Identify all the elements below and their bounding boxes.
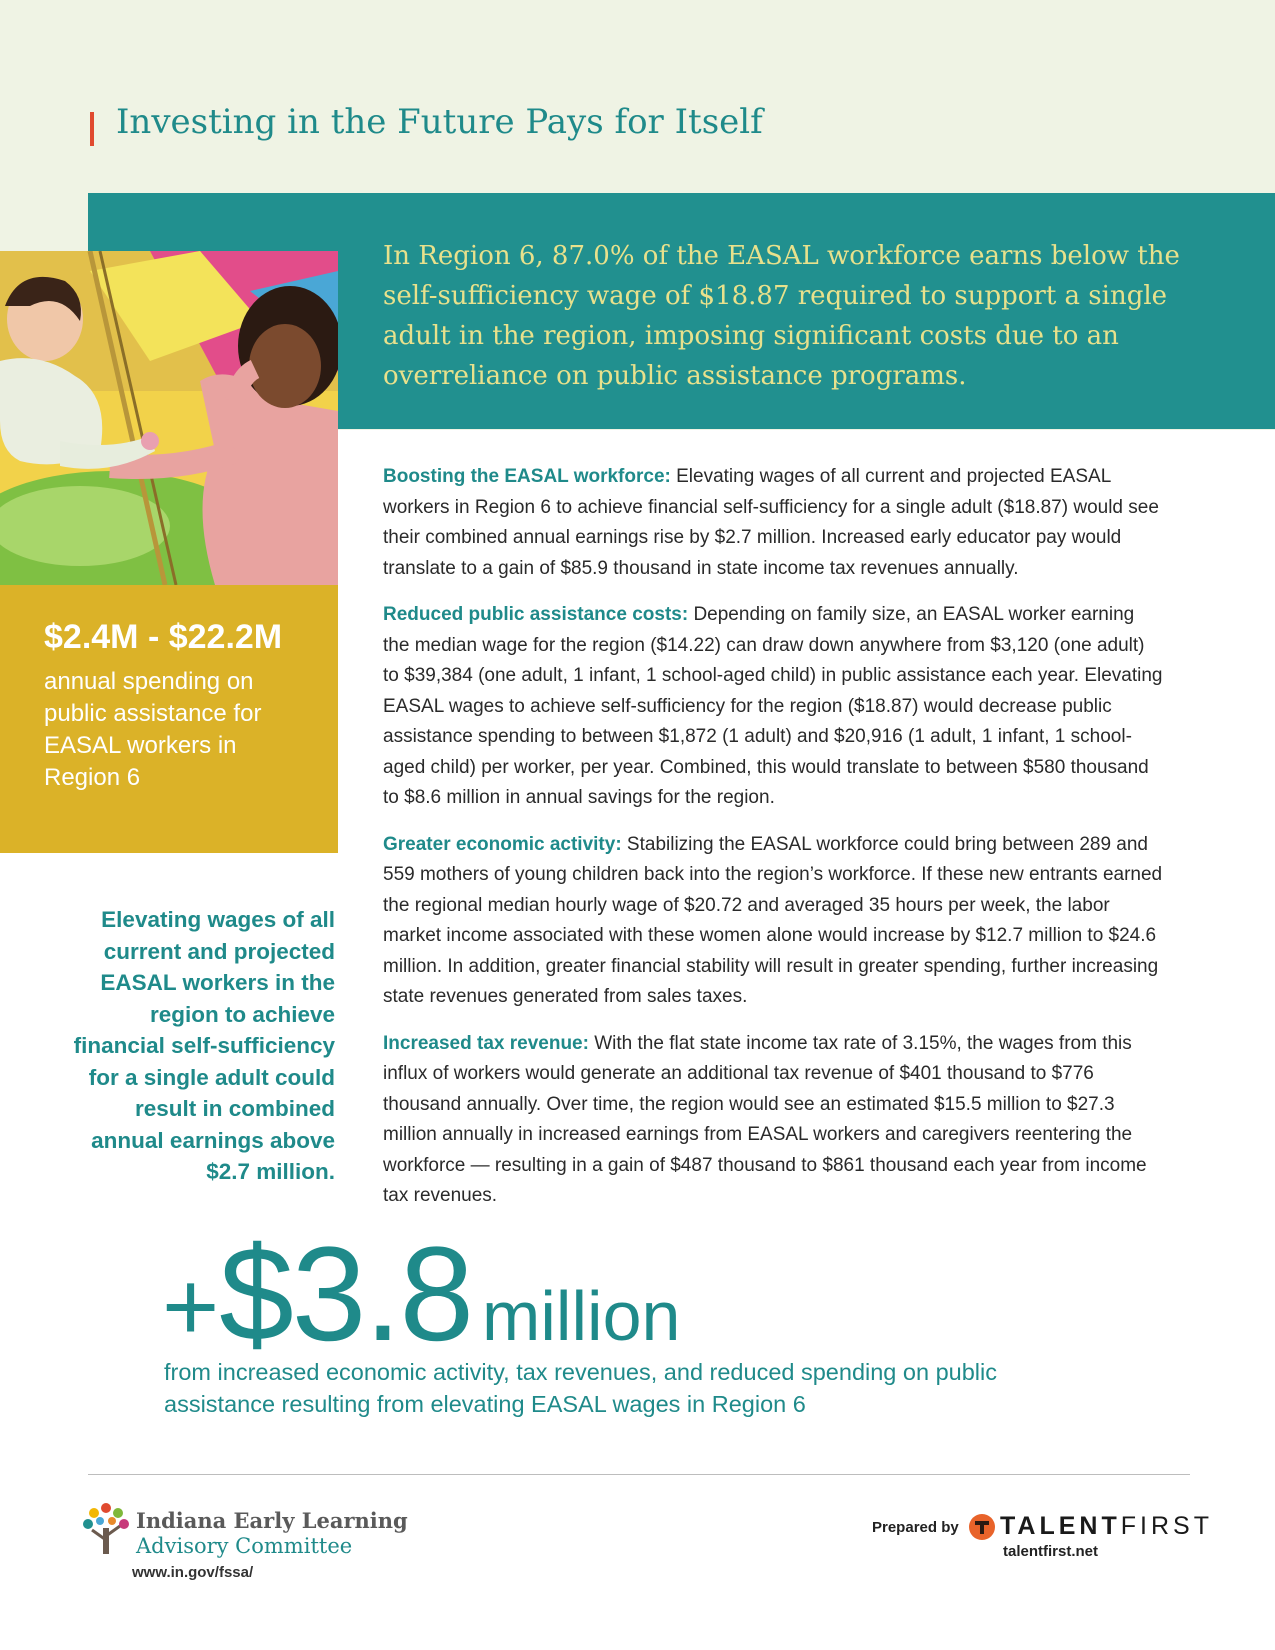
section-label: Greater economic activity: (383, 833, 622, 855)
section-text: Stabilizing the EASAL workforce could bring between 289 and 559 mothers of young children back into the region’s workforce. If these new entrants earned the regional median hourly wage of $20.72 and averaged 35 hours per week, the labor market income associated with these women alone would increase by $12.7 million to $24.6 million. In addition, greater financial stability will result in greater spending, further increasing state revenues generated from sales taxes. (383, 833, 1163, 1007)
org-name-line1: Indiana Early Learning (136, 1508, 408, 1533)
stat-value: $2.4M - $22.2M (44, 618, 283, 656)
footer-divider (88, 1474, 1190, 1475)
section-label: Increased tax revenue: (383, 1032, 589, 1054)
org-url-link[interactable]: www.in.gov/fssa/ (132, 1564, 254, 1581)
lead-text: In Region 6, 87.0% of the EASAL workforce earns below the self-sufficiency wage of $18.87 required to support a single adult in the region, imposing significant costs due to an overreliance on public assistance programs. (383, 241, 1180, 391)
body-column (383, 462, 1163, 1228)
photo-illustration (0, 251, 338, 585)
partner-url-link[interactable]: talentfirst.net (1003, 1543, 1099, 1560)
big-stat-unit: million (482, 1277, 681, 1355)
big-stat-sign: + (162, 1251, 220, 1361)
tree-logo-icon (82, 1500, 130, 1558)
org-name-line2: Advisory Committee (136, 1534, 353, 1558)
page-title: Investing in the Future Pays for Itself (116, 102, 763, 142)
section-text: Depending on family size, an EASAL worker earning the median wage for the region ($14.22) can draw down anywhere from $3,120 (one adult) to $39,384 (one adult, 1 infant, 1 school-aged child) in public assistance each year. Elevating EASAL wages to achieve self-sufficiency for the region ($18.87) would decrease public assistance spending to between $1,872 (1 adult) and $20,916 (1 adult, 1 infant, 1 school-aged child) per worker, per year. Combined, this would translate to between $580 thousand to $8.6 million in annual savings for the region. (383, 604, 1163, 808)
section-text: With the flat state income tax rate of 3.15%, the wages from this influx of workers would generate an additional tax revenue of $401 thousand to $776 thousand annually. Over time, the region would see an estimated $15.5 million to $27.3 million annually in increased earnings from EASAL workers and caregivers reentering the workforce — resulting in a gain of $487 thousand to $861 thousand each year from income tax revenues. (383, 1032, 1147, 1206)
partner-name-light: FIRST (1120, 1512, 1213, 1540)
talentfirst-logo-icon (969, 1514, 995, 1540)
section-reduced-assistance (383, 600, 1163, 814)
partner-name (1000, 1512, 1213, 1541)
section-boosting-workforce (383, 462, 1163, 584)
stat-description: annual spending on public assistance for EASAL workers in Region 6 (44, 668, 262, 791)
section-economic-activity (383, 830, 1163, 1013)
section-label: Boosting the EASAL workforce: (383, 466, 671, 487)
big-stat-caption: from increased economic activity, tax revenues, and reduced spending on public assistance resulting from elevating EASAL wages in Region 6 (164, 1359, 997, 1417)
big-stat (162, 1218, 680, 1371)
section-text: Elevating wages of all current and projected EASAL workers in Region 6 to achieve financial self-sufficiency for a single adult ($18.87) would see their combined annual earnings rise by $2.7 million. Increased early educator pay would translate to a gain of $85.9 thousand in state income tax revenues annually. (383, 466, 1159, 579)
section-label: Reduced public assistance costs: (383, 604, 689, 625)
big-stat-amount: $3.8 (219, 1220, 473, 1369)
title-accent-bar (90, 112, 94, 146)
section-tax-revenue (383, 1029, 1163, 1212)
prepared-by-label: Prepared by (872, 1519, 959, 1536)
partner-name-bold: TALENT (1000, 1512, 1121, 1540)
hero-photo (0, 251, 338, 585)
pull-quote: Elevating wages of all current and projected EASAL workers in the region to achieve financial self-sufficiency for a single adult could result in combined annual earnings above $2.7 million. (73, 907, 335, 1184)
